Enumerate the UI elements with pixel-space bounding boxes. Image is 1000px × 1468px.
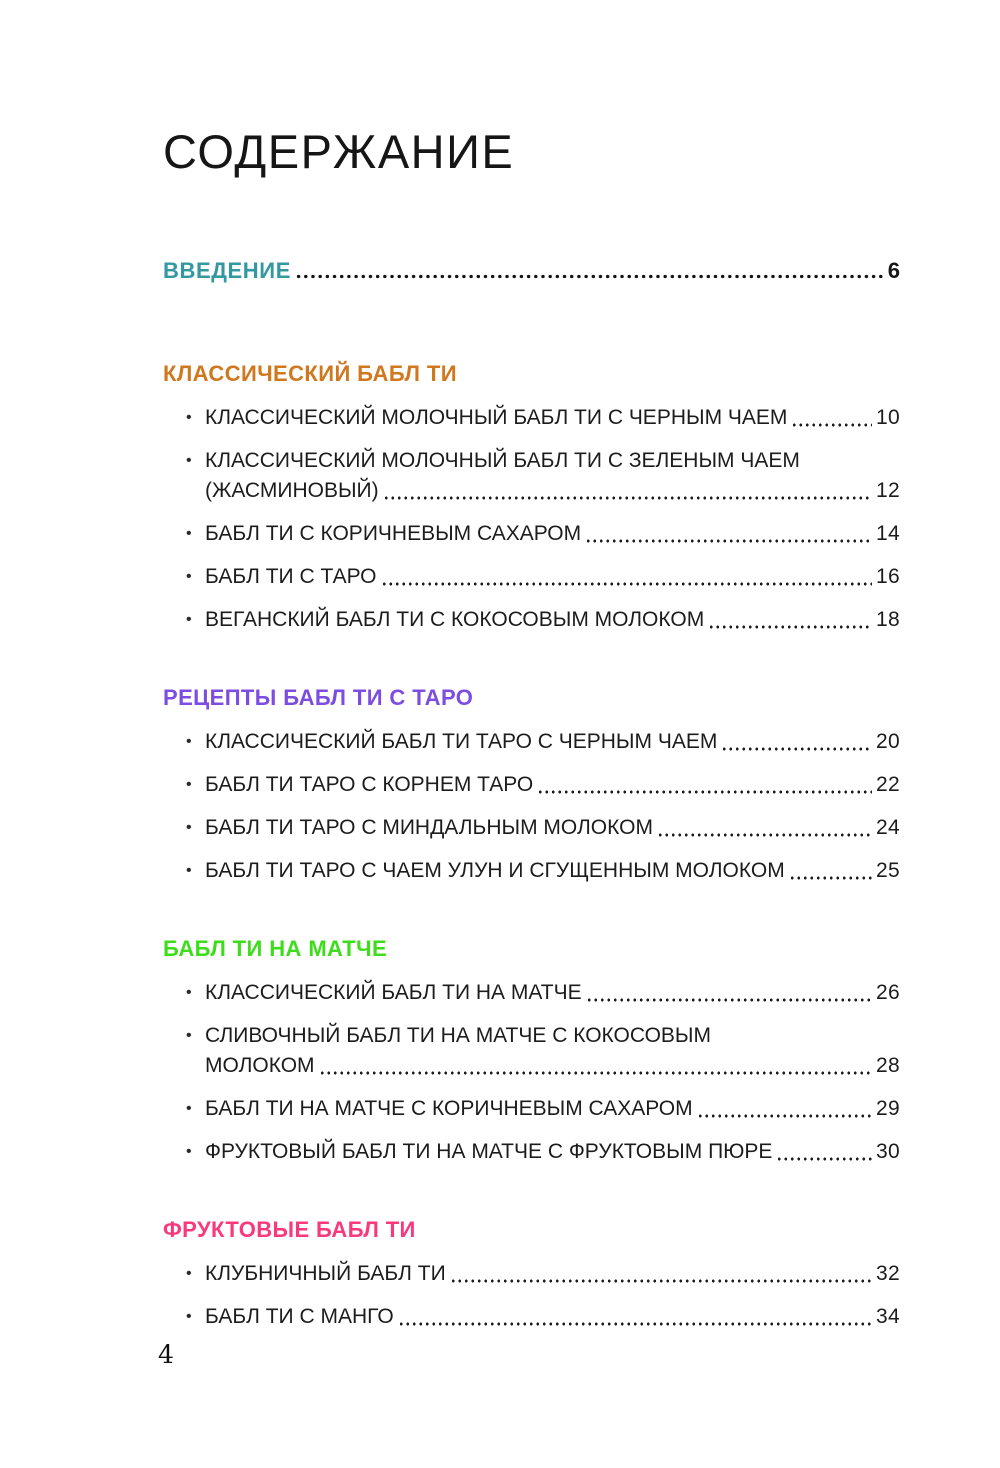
toc-item-body bbox=[205, 856, 900, 886]
toc-item-last-line bbox=[205, 1051, 900, 1081]
toc-item-body bbox=[205, 446, 900, 506]
toc-item-last-line bbox=[205, 727, 900, 757]
bullet-icon: • bbox=[186, 568, 192, 585]
toc-item-page-number: 10 bbox=[876, 406, 900, 429]
dot-leader bbox=[383, 495, 872, 501]
dot-leader bbox=[791, 422, 872, 428]
toc-item-page-number: 26 bbox=[876, 981, 900, 1004]
toc-item-page-number: 28 bbox=[876, 1054, 900, 1077]
toc-item-page-number: 20 bbox=[876, 730, 900, 753]
toc-item-last-line bbox=[205, 1137, 900, 1167]
dot-leader bbox=[295, 273, 885, 280]
dot-leader bbox=[319, 1070, 872, 1076]
toc-item bbox=[163, 403, 900, 433]
toc-item bbox=[163, 562, 900, 592]
toc-item bbox=[163, 770, 900, 800]
toc-item bbox=[163, 856, 900, 886]
toc-item-label: БАБЛ ТИ С КОРИЧНЕВЫМ САХАРОМ bbox=[205, 522, 582, 545]
dot-leader bbox=[657, 832, 872, 838]
toc-item-page-number: 29 bbox=[876, 1097, 900, 1120]
toc-item-page-number: 34 bbox=[876, 1305, 900, 1328]
toc-item-last-line bbox=[205, 476, 900, 506]
toc-item-last-line bbox=[205, 562, 900, 592]
toc-item-body bbox=[205, 1302, 900, 1332]
toc-item-label: КЛАССИЧЕСКИЙ БАБЛ ТИ ТАРО С ЧЕРНЫМ ЧАЕМ bbox=[205, 730, 718, 753]
toc-item-last-line bbox=[205, 1259, 900, 1289]
bullet-icon: • bbox=[186, 862, 192, 879]
toc-item-body bbox=[205, 1094, 900, 1124]
toc-item bbox=[163, 446, 900, 506]
toc-item-page-number: 22 bbox=[876, 773, 900, 796]
toc-item-body bbox=[205, 519, 900, 549]
toc-item-body bbox=[205, 605, 900, 635]
toc-item-label: БАБЛ ТИ ТАРО С МИНДАЛЬНЫМ МОЛОКОМ bbox=[205, 816, 653, 839]
bullet-icon: • bbox=[186, 525, 192, 542]
dot-leader bbox=[450, 1278, 872, 1284]
toc-item-label: БАБЛ ТИ ТАРО С КОРНЕМ ТАРО bbox=[205, 773, 534, 796]
toc-item bbox=[163, 1021, 900, 1081]
toc-item bbox=[163, 727, 900, 757]
toc-entry-introduction bbox=[163, 258, 900, 284]
toc-item-last-line bbox=[205, 1094, 900, 1124]
toc-item-last-line bbox=[205, 403, 900, 433]
toc-item-label: БАБЛ ТИ ТАРО С ЧАЕМ УЛУН И СГУЩЕННЫМ МОЛОКОМ bbox=[205, 859, 785, 882]
bullet-icon: • bbox=[186, 1027, 192, 1044]
toc-section bbox=[163, 936, 900, 1167]
toc-item-last-line bbox=[205, 770, 900, 800]
toc-item-label: КЛУБНИЧНЫЙ БАБЛ ТИ bbox=[205, 1262, 446, 1285]
toc-item bbox=[163, 978, 900, 1008]
toc-item-body bbox=[205, 562, 900, 592]
section-title: БАБЛ ТИ НА МАТЧЕ bbox=[163, 936, 388, 961]
toc-item-label: ВЕГАНСКИЙ БАБЛ ТИ С КОКОСОВЫМ МОЛОКОМ bbox=[205, 608, 705, 631]
intro-label: ВВЕДЕНИЕ bbox=[163, 258, 291, 283]
dot-leader bbox=[585, 538, 872, 544]
bullet-icon: • bbox=[186, 1143, 192, 1160]
dot-leader bbox=[398, 1321, 872, 1327]
toc-item-body bbox=[205, 1021, 900, 1081]
toc-item-label: БАБЛ ТИ С МАНГО bbox=[205, 1305, 394, 1328]
toc-item-page-number: 25 bbox=[876, 859, 900, 882]
toc-item-page-number: 32 bbox=[876, 1262, 900, 1285]
toc-item bbox=[163, 519, 900, 549]
toc-item-last-line bbox=[205, 856, 900, 886]
dot-leader bbox=[776, 1156, 872, 1162]
dot-leader bbox=[708, 624, 872, 630]
dot-leader bbox=[721, 746, 872, 752]
toc-item-last-line bbox=[205, 519, 900, 549]
bullet-icon: • bbox=[186, 409, 192, 426]
dot-leader bbox=[697, 1113, 872, 1119]
toc-item-body bbox=[205, 403, 900, 433]
dot-leader bbox=[381, 581, 873, 587]
toc-item bbox=[163, 1259, 900, 1289]
bullet-icon: • bbox=[186, 1100, 192, 1117]
dot-leader bbox=[537, 789, 872, 795]
toc-item-body bbox=[205, 770, 900, 800]
toc-section bbox=[163, 1217, 900, 1332]
dot-leader bbox=[586, 997, 872, 1003]
bullet-icon: • bbox=[186, 733, 192, 750]
toc-item-page-number: 18 bbox=[876, 608, 900, 631]
toc-item-last-line bbox=[205, 978, 900, 1008]
toc-item-body bbox=[205, 978, 900, 1008]
folio-page-number: 4 bbox=[158, 1340, 174, 1369]
section-title: ФРУКТОВЫЕ БАБЛ ТИ bbox=[163, 1217, 416, 1242]
toc-item-line: КЛАССИЧЕСКИЙ МОЛОЧНЫЙ БАБЛ ТИ С ЗЕЛЕНЫМ ЧАЕМ bbox=[205, 449, 800, 472]
toc-item-last-line bbox=[205, 813, 900, 843]
toc-item bbox=[163, 605, 900, 635]
bullet-icon: • bbox=[186, 452, 192, 469]
toc-item-body bbox=[205, 1137, 900, 1167]
bullet-icon: • bbox=[186, 776, 192, 793]
section-title: РЕЦЕПТЫ БАБЛ ТИ С ТАРО bbox=[163, 685, 474, 710]
toc-item-label: КЛАССИЧЕСКИЙ БАБЛ ТИ НА МАТЧЕ bbox=[205, 981, 582, 1004]
toc-item-label: БАБЛ ТИ НА МАТЧЕ С КОРИЧНЕВЫМ САХАРОМ bbox=[205, 1097, 693, 1120]
toc-item-label: БАБЛ ТИ С ТАРО bbox=[205, 565, 377, 588]
intro-page-number: 6 bbox=[887, 258, 900, 283]
page-title: СОДЕРЖАНИЕ bbox=[163, 125, 515, 178]
dot-leader bbox=[789, 875, 872, 881]
toc-item-page-number: 14 bbox=[876, 522, 900, 545]
toc-item bbox=[163, 813, 900, 843]
toc-item bbox=[163, 1302, 900, 1332]
toc-item-label: КЛАССИЧЕСКИЙ МОЛОЧНЫЙ БАБЛ ТИ С ЧЕРНЫМ ЧАЕМ bbox=[205, 406, 788, 429]
toc-item-page-number: 24 bbox=[876, 816, 900, 839]
bullet-icon: • bbox=[186, 1308, 192, 1325]
toc-item-last-line bbox=[205, 1302, 900, 1332]
toc-section bbox=[163, 361, 900, 635]
toc-item-body bbox=[205, 1259, 900, 1289]
toc-item-page-number: 16 bbox=[876, 565, 900, 588]
toc-item-label: МОЛОКОМ bbox=[205, 1054, 315, 1077]
toc-item-page-number: 12 bbox=[876, 479, 900, 502]
bullet-icon: • bbox=[186, 611, 192, 628]
toc-item-last-line bbox=[205, 605, 900, 635]
bullet-icon: • bbox=[186, 984, 192, 1001]
toc-item-label: ФРУКТОВЫЙ БАБЛ ТИ НА МАТЧЕ С ФРУКТОВЫМ ПЮРЕ bbox=[205, 1140, 773, 1163]
section-title: КЛАССИЧЕСКИЙ БАБЛ ТИ bbox=[163, 361, 457, 386]
toc-item-body bbox=[205, 727, 900, 757]
toc-item-line: СЛИВОЧНЫЙ БАБЛ ТИ НА МАТЧЕ С КОКОСОВЫМ bbox=[205, 1024, 712, 1047]
toc-item bbox=[163, 1094, 900, 1124]
bullet-icon: • bbox=[186, 1265, 192, 1282]
toc-section bbox=[163, 685, 900, 886]
toc-item-label: (ЖАСМИНОВЫЙ) bbox=[205, 479, 379, 502]
toc-item bbox=[163, 1137, 900, 1167]
toc-item-body bbox=[205, 813, 900, 843]
bullet-icon: • bbox=[186, 819, 192, 836]
toc-item-page-number: 30 bbox=[876, 1140, 900, 1163]
toc-sections bbox=[163, 361, 900, 1332]
